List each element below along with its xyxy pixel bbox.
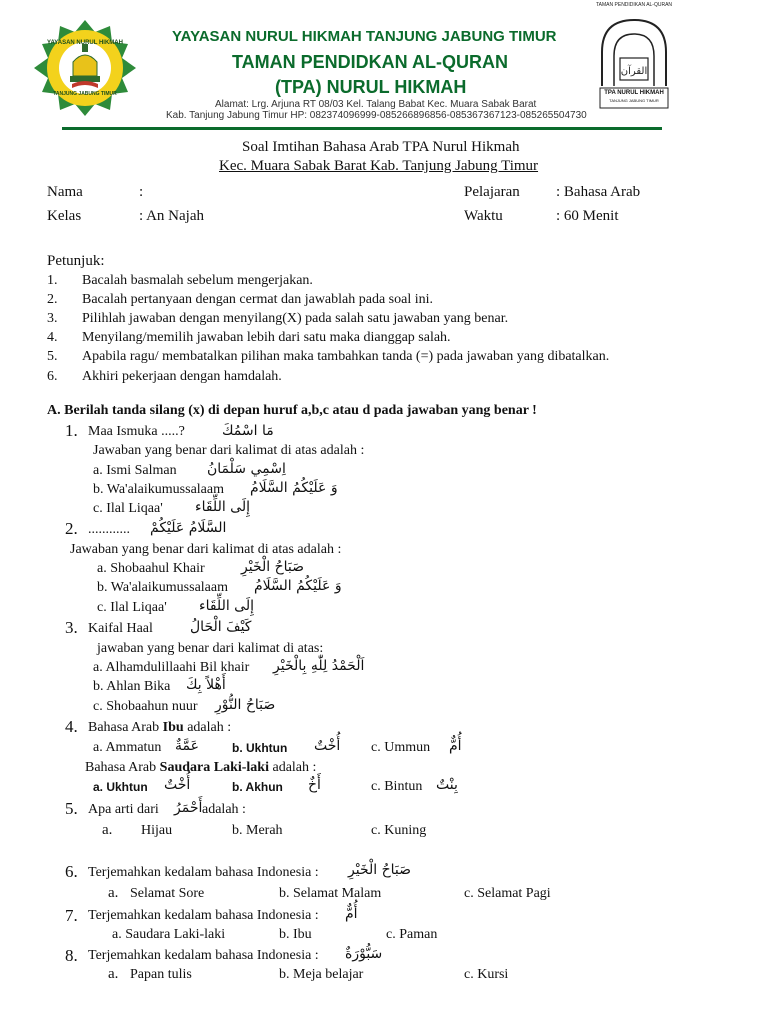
question-text: Terjemahkan kedalam bahasa Indonesia : bbox=[88, 948, 319, 963]
instruction-num: 1. bbox=[47, 273, 58, 288]
instruction-num: 2. bbox=[47, 292, 58, 307]
option-a[interactable]: a. Shobaahul Khair bbox=[97, 561, 205, 576]
option-b[interactable]: b. Akhun bbox=[232, 780, 283, 794]
option-b-arabic: وَ عَلَيْكُمُ السَّلَامُ bbox=[250, 480, 338, 496]
option-a-arabic: اَلْحَمْدُ لِلّٰهِ بِالْخَيْرِ bbox=[273, 658, 365, 674]
question-prompt: jawaban yang benar dari kalimat di atas: bbox=[97, 641, 324, 656]
option-c[interactable]: c. Ilal Liqaa' bbox=[93, 501, 163, 516]
option-c-arabic: إِلَى اللِّقَاء bbox=[199, 598, 254, 614]
question-number: 3. bbox=[65, 618, 78, 637]
question-number: 7. bbox=[65, 906, 78, 925]
option-a-arabic: عَمَّةٌ bbox=[175, 738, 199, 754]
question-text: Terjemahkan kedalam bahasa Indonesia : bbox=[88, 865, 319, 880]
instruction-text: Menyilang/memilih jawaban lebih dari satu maka dianggap salah. bbox=[82, 330, 451, 345]
option-c[interactable]: c. Ilal Liqaa' bbox=[97, 600, 167, 615]
option-a[interactable]: Papan tulis bbox=[130, 967, 192, 982]
instruction-num: 4. bbox=[47, 330, 58, 345]
school-name-line1: TAMAN PENDIDKAN AL-QURAN bbox=[232, 52, 508, 72]
foundation-name: YAYASAN NURUL HIKMAH TANJUNG JABUNG TIMUR bbox=[172, 28, 557, 45]
question-arabic: مَا اسْمُكَ bbox=[222, 423, 274, 439]
option-b-arabic: أَخٌ bbox=[308, 777, 321, 793]
question-arabic: السَّلَامُ عَلَيْكُمْ bbox=[150, 520, 227, 536]
address-line2: Kab. Tanjung Jabung Timur HP: 082374096999-085266896856-085367367123-085265504730 bbox=[166, 110, 587, 121]
option-a[interactable]: a. Saudara Laki-laki bbox=[112, 927, 226, 942]
sub-question-text: Bahasa Arab Saudara Laki-laki adalah : bbox=[85, 760, 317, 775]
question-arabic: أَحْمَرُ bbox=[174, 800, 203, 816]
section-a-heading: A. Berilah tanda silang (x) di depan huruf a,b,c atau d pada jawaban yang benar ! bbox=[47, 403, 537, 418]
question-arabic: أُمٌّ bbox=[345, 906, 358, 922]
option-c[interactable]: c. Kursi bbox=[464, 967, 509, 982]
question-number: 4. bbox=[65, 717, 78, 736]
option-b[interactable]: b. Ukhtun bbox=[232, 741, 288, 755]
svg-text:القرآن: القرآن bbox=[620, 66, 648, 77]
kelas-value: : An Najah bbox=[139, 208, 204, 224]
waktu-value: : 60 Menit bbox=[556, 208, 619, 224]
instruction-text: Bacalah pertanyaan dengan cermat dan jawablah pada soal ini. bbox=[82, 292, 434, 307]
nama-label: Nama bbox=[47, 184, 83, 200]
option-a[interactable]: a. Ismi Salman bbox=[93, 463, 177, 478]
exam-title: Soal Imtihan Bahasa Arab TPA Nurul Hikmah bbox=[242, 139, 520, 155]
option-a[interactable]: Selamat Sore bbox=[130, 886, 205, 901]
option-c[interactable]: c. Ummun bbox=[371, 740, 431, 755]
question-text-post: adalah : bbox=[202, 802, 246, 817]
option-c-arabic: بِنْتٌ bbox=[436, 777, 458, 793]
question-text: ............ bbox=[88, 522, 130, 537]
question-number: 5. bbox=[65, 799, 78, 818]
option-b-arabic: وَ عَلَيْكُمُ السَّلَامُ bbox=[254, 578, 342, 594]
option-a-arabic: اِسْمِي سَلْمَانُ bbox=[207, 461, 286, 477]
option-a[interactable]: a. Ammatun bbox=[93, 740, 162, 755]
logo-left-bottom-text: TANJUNG JABUNG TIMUR bbox=[53, 91, 117, 97]
question-arabic: كَيْفَ الْحَالُ bbox=[190, 619, 252, 635]
option-a-letter: a. bbox=[108, 885, 119, 901]
question-arabic: سَبُّوْرَةٌ bbox=[345, 946, 383, 962]
pelajaran-label: Pelajaran bbox=[464, 184, 520, 200]
foundation-logo bbox=[30, 18, 140, 118]
option-b-arabic: أَهْلاً بِكَ bbox=[186, 677, 226, 693]
school-name-line2: (TPA) NURUL HIKMAH bbox=[275, 77, 467, 97]
kelas-label: Kelas bbox=[47, 208, 82, 224]
logo-right-label2: TANJUNG JABUNG TIMUR bbox=[609, 98, 659, 103]
waktu-label: Waktu bbox=[464, 208, 503, 224]
option-c-arabic: صَبَاحُ النُّوْرِ bbox=[215, 697, 276, 713]
option-b[interactable]: b. Selamat Malam bbox=[279, 886, 382, 901]
option-a-letter: a. bbox=[102, 822, 113, 838]
instruction-text: Akhiri pekerjaan dengan hamdalah. bbox=[82, 369, 282, 384]
instruction-text: Apabila ragu/ membatalkan pilihan maka tambahkan tanda (=) pada jawaban yang dibatalkan. bbox=[82, 349, 610, 364]
question-text: Terjemahkan kedalam bahasa Indonesia : bbox=[88, 908, 319, 923]
question-arabic: صَبَاحُ الْخَيْرِ bbox=[348, 862, 412, 878]
option-c-arabic: إِلَى اللِّقَاء bbox=[195, 499, 250, 515]
question-number: 8. bbox=[65, 946, 78, 965]
question-text: Bahasa Arab Ibu adalah : bbox=[88, 720, 232, 735]
address-line1: Alamat: Lrg. Arjuna RT 08/03 Kel. Talang Babat Kec. Muara Sabak Barat bbox=[215, 99, 537, 110]
exam-subtitle: Kec. Muara Sabak Barat Kab. Tanjung Jabung Timur bbox=[219, 158, 539, 174]
question-number: 2. bbox=[65, 519, 78, 538]
option-a-arabic: صَبَاحُ الْخَيْرِ bbox=[241, 559, 305, 575]
instruction-text: Pilihlah jawaban dengan menyilang(X) pada salah satu jawaban yang benar. bbox=[82, 311, 509, 326]
logo-right-arc-text: TAMAN PENDIDIKAN AL-QURAN bbox=[596, 2, 673, 8]
instruction-text: Bacalah basmalah sebelum mengerjakan. bbox=[82, 273, 313, 288]
instructions-heading: Petunjuk: bbox=[47, 253, 105, 269]
option-c[interactable]: c. Kuning bbox=[371, 823, 427, 838]
option-b[interactable]: b. Ibu bbox=[279, 927, 312, 942]
instruction-num: 6. bbox=[47, 369, 58, 384]
question-text: Kaifal Haal bbox=[88, 621, 153, 636]
option-c[interactable]: c. Paman bbox=[386, 927, 438, 942]
question-number: 6. bbox=[65, 862, 78, 881]
option-b[interactable]: b. Wa'alaikumussalaam bbox=[97, 580, 228, 595]
logo-right-label1: TPA NURUL HIKMAH bbox=[604, 90, 664, 96]
header-divider bbox=[62, 127, 662, 130]
question-prompt: Jawaban yang benar dari kalimat di atas adalah : bbox=[70, 542, 342, 557]
nama-value: : bbox=[139, 184, 144, 200]
pelajaran-value: : Bahasa Arab bbox=[556, 184, 641, 200]
option-a[interactable]: a. Alhamdulillaahi Bil khair bbox=[93, 660, 250, 675]
instruction-num: 3. bbox=[47, 311, 58, 326]
option-c[interactable]: c. Bintun bbox=[371, 779, 423, 794]
option-c-arabic: أُمٌّ bbox=[449, 738, 462, 754]
option-b-arabic: أُخْتٌ bbox=[314, 738, 341, 754]
option-b[interactable]: b. Wa'alaikumussalaam bbox=[93, 482, 224, 497]
option-a-letter: a. bbox=[108, 966, 119, 982]
option-a-arabic: أُخْتٌ bbox=[164, 777, 191, 793]
option-b[interactable]: b. Ahlan Bika bbox=[93, 679, 171, 694]
question-prompt: Jawaban yang benar dari kalimat di atas adalah : bbox=[93, 443, 365, 458]
logo-left-top-text: YAYASAN NURUL HIKMAH bbox=[47, 40, 123, 46]
question-text: Maa Ismuka .....? bbox=[88, 424, 185, 439]
option-a[interactable]: a. Ukhtun bbox=[93, 780, 148, 794]
instruction-num: 5. bbox=[47, 349, 58, 364]
option-c[interactable]: c. Selamat Pagi bbox=[464, 886, 551, 901]
option-a[interactable]: Hijau bbox=[141, 823, 173, 838]
option-c[interactable]: c. Shobaahun nuur bbox=[93, 699, 198, 714]
option-b[interactable]: b. Meja belajar bbox=[279, 967, 364, 982]
question-text: Apa arti dari bbox=[88, 802, 159, 817]
option-b[interactable]: b. Merah bbox=[232, 823, 283, 838]
question-number: 1. bbox=[65, 421, 78, 440]
